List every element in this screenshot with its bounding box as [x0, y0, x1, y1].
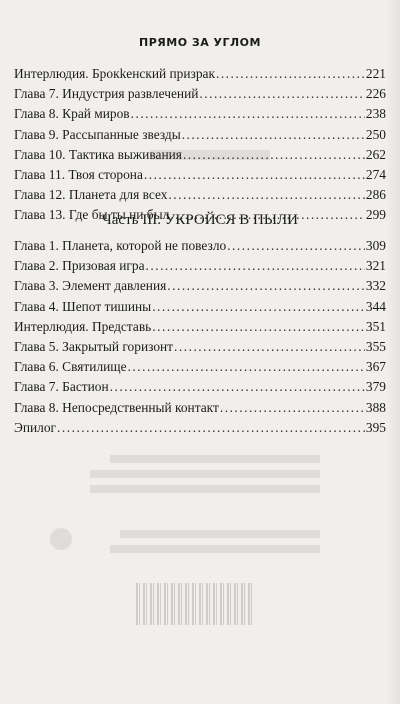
dot-leader [199, 84, 365, 104]
toc-entry-page: 351 [365, 318, 386, 334]
running-head: ПРЯМО ЗА УГЛОМ [139, 36, 261, 49]
toc-entry-title: Эпилог [14, 419, 57, 435]
toc-entry [14, 236, 386, 256]
toc-entry-page: 367 [365, 359, 386, 375]
toc-entry-title: Глава 5. Закрытый горизонт [14, 338, 174, 354]
toc-entry-page: 299 [365, 207, 386, 223]
toc-entry [14, 377, 386, 397]
toc-entry-page: 250 [365, 126, 386, 142]
toc-entry [14, 398, 386, 418]
toc-section-part-3 [14, 236, 386, 438]
dot-leader [110, 377, 365, 397]
toc-entry [14, 418, 386, 438]
dot-leader [182, 125, 365, 145]
dot-leader [146, 256, 365, 276]
toc-entry-title: Глава 10. Тактика выживания [14, 146, 182, 162]
toc-entry-title: Глава 7. Индустрия развлечений [14, 86, 199, 102]
show-through-logo [50, 528, 72, 550]
toc-entry [14, 357, 386, 377]
toc-entry [14, 276, 386, 296]
toc-entry-page: 286 [365, 187, 386, 203]
part-heading: Часть III. УКРОЙСЯ В ПЫЛИ [102, 212, 298, 228]
toc-entry [14, 185, 386, 205]
show-through-mark [120, 530, 320, 538]
toc-entry-page: 355 [365, 338, 386, 354]
toc-entry-title: Глава 3. Элемент давления [14, 278, 167, 294]
dot-leader [167, 276, 365, 296]
show-through-mark [90, 470, 320, 478]
toc-entry-page: 309 [365, 238, 386, 253]
toc-entry-title: Глава 12. Планета для всех [14, 187, 168, 203]
toc-entry-title: Глава 2. Призовая игра [14, 258, 145, 274]
show-through-barcode [136, 583, 254, 625]
dot-leader [216, 64, 365, 84]
dot-leader [57, 418, 365, 438]
toc-entry-title: Глава 8. Непосредственный контакт [14, 399, 219, 415]
toc-entry-title: Интерлюдия. Брокkенский призрак [14, 66, 215, 81]
dot-leader [128, 357, 365, 377]
toc-entry-page: 332 [365, 278, 386, 294]
dot-leader [152, 317, 365, 337]
toc-entry [14, 337, 386, 357]
toc-entry [14, 104, 386, 124]
dot-leader [144, 165, 365, 185]
toc-entry-page: 226 [365, 86, 386, 102]
toc-entry-page: 321 [365, 258, 386, 274]
toc-entry-page: 262 [365, 146, 386, 162]
toc-entry-page: 344 [365, 298, 386, 314]
show-through-mark [110, 455, 320, 463]
toc-entry [14, 317, 386, 337]
toc-entry-title: Глава 8. Край миров [14, 106, 130, 122]
toc-entry-page: 379 [365, 379, 386, 395]
toc-entry-title: Глава 11. Твоя сторона [14, 166, 143, 182]
toc-entry-title: Глава 4. Шепот тишины [14, 298, 152, 314]
toc-entry-title: Глава 9. Рассыпанные звезды [14, 126, 181, 142]
toc-entry-page: 388 [365, 399, 386, 415]
toc-entry-title: Глава 6. Святилище [14, 359, 127, 375]
toc-entry-page: 395 [365, 419, 386, 435]
toc-entry [14, 165, 386, 185]
toc-entry-page: 238 [365, 106, 386, 122]
dot-leader [227, 236, 365, 256]
show-through-mark [110, 545, 320, 553]
dot-leader [131, 104, 365, 124]
toc-entry [14, 297, 386, 317]
toc-entry-page: 221 [365, 66, 386, 81]
toc-entry [14, 256, 386, 276]
dot-leader [174, 337, 365, 357]
toc-entry-title: Глава 7. Бастион [14, 379, 109, 395]
toc-entry [14, 125, 386, 145]
page-gutter-shade [386, 0, 400, 704]
toc-entry [14, 84, 386, 104]
toc-entry-title: Интерлюдия. Представь [14, 318, 152, 334]
toc-entry-page: 274 [365, 166, 386, 182]
toc-entry [14, 145, 386, 165]
dot-leader [152, 297, 365, 317]
toc-entry [14, 64, 386, 84]
toc-section-part-2 [14, 64, 386, 226]
dot-leader [168, 185, 364, 205]
dot-leader [183, 145, 365, 165]
dot-leader [220, 398, 365, 418]
toc-entry-title: Глава 1. Планета, которой не повезло [14, 238, 227, 253]
toc-entry-title: Глава 13. Где бы ты ни был [14, 207, 170, 223]
show-through-mark [90, 485, 320, 493]
